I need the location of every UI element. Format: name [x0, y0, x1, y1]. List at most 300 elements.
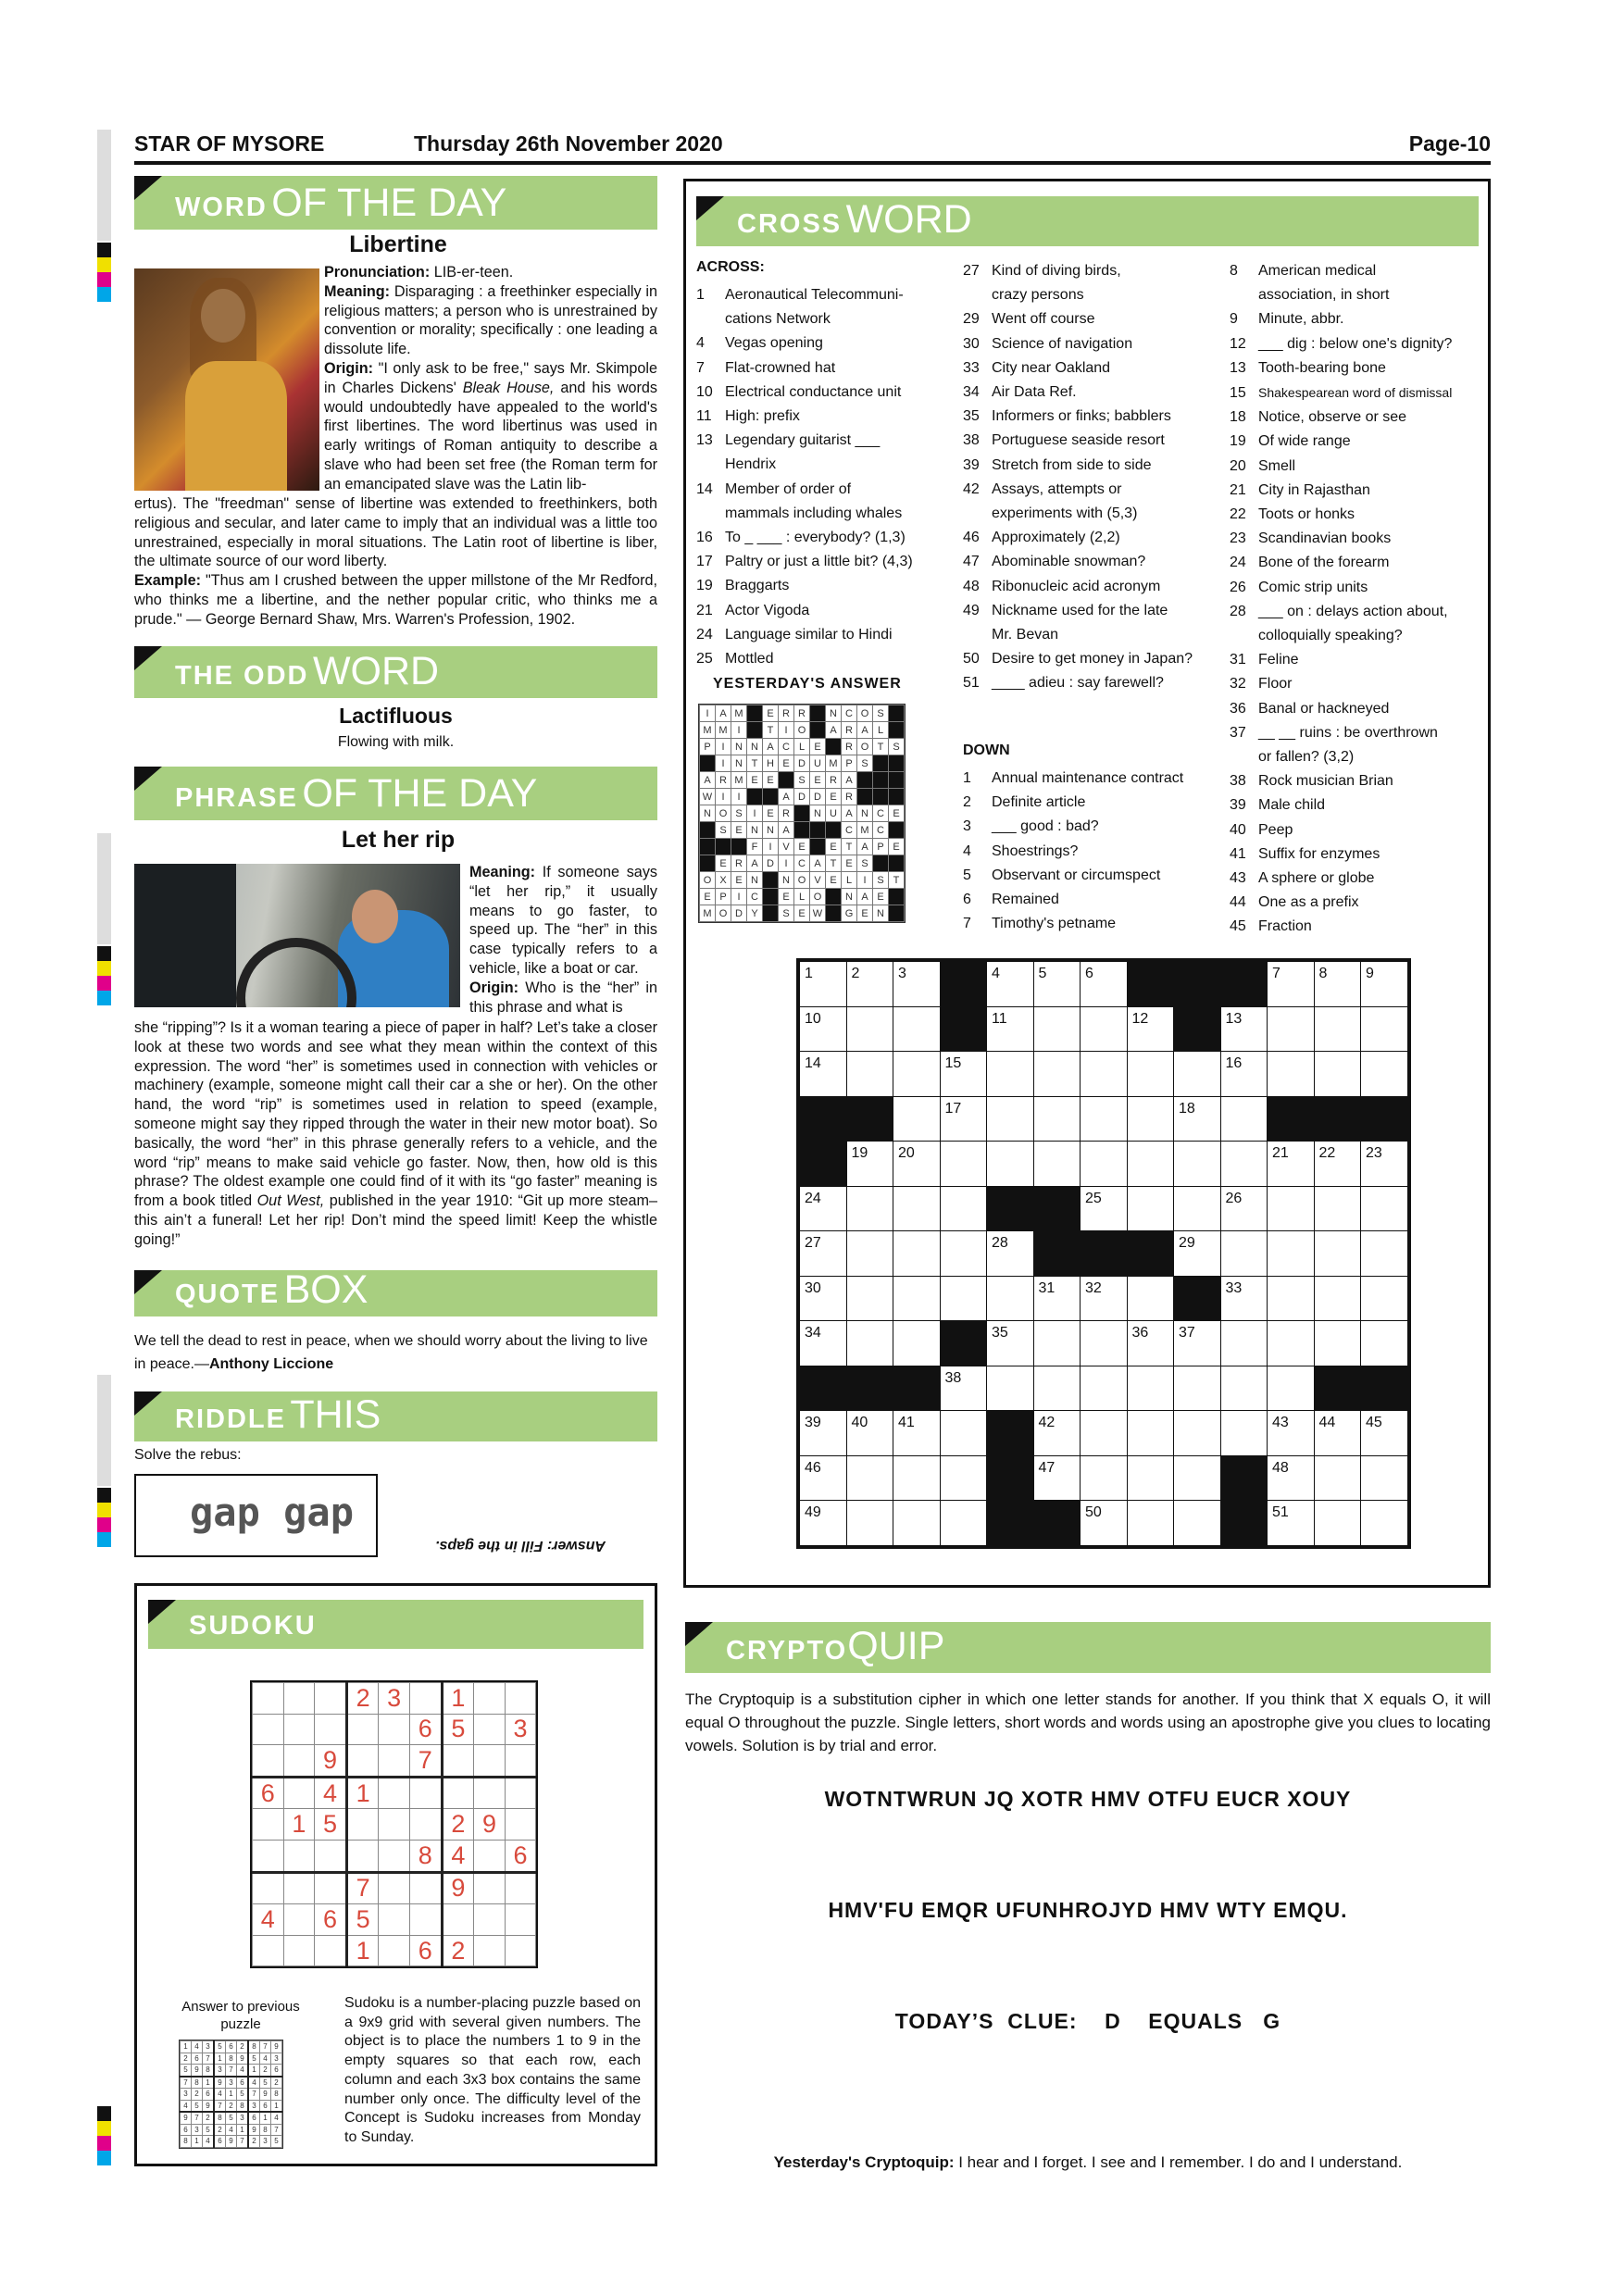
crossword-cell[interactable]	[1361, 1501, 1408, 1546]
answer-cell: E	[747, 772, 763, 789]
crossword-cell[interactable]	[1174, 1052, 1221, 1097]
sudoku-cell[interactable]	[253, 1809, 284, 1841]
crossword-cell[interactable]	[1127, 1455, 1174, 1501]
answer-cell: E	[716, 855, 731, 872]
crossword-cell[interactable]	[1361, 1321, 1408, 1366]
sudoku-cell[interactable]: 6	[409, 1714, 442, 1745]
sudoku-cell[interactable]: 8	[409, 1840, 442, 1872]
crossword-cell[interactable]	[893, 1096, 941, 1142]
sudoku-cell[interactable]	[283, 1777, 315, 1809]
crossword-cell[interactable]	[940, 1142, 987, 1187]
crossword-cell[interactable]	[1314, 1231, 1361, 1277]
sudoku-cell[interactable]	[474, 1714, 506, 1745]
sudoku-cell[interactable]: 1	[346, 1777, 379, 1809]
crossword-cell[interactable]	[1314, 1006, 1361, 1052]
crossword-cell[interactable]	[987, 1052, 1034, 1097]
crossword-cell[interactable]	[893, 1006, 941, 1052]
sudoku-cell[interactable]	[315, 1683, 347, 1715]
crossword-cell[interactable]	[1127, 1052, 1174, 1097]
crossword-cell[interactable]: 3	[893, 962, 941, 1007]
crossword-cell[interactable]	[987, 1096, 1034, 1142]
sudoku-cell[interactable]	[379, 1809, 410, 1841]
crossword-cell[interactable]	[940, 1231, 987, 1277]
answer-cell: A	[826, 722, 842, 739]
sudoku-cell[interactable]	[379, 1714, 410, 1745]
sudoku-cell[interactable]: 2	[442, 1809, 474, 1841]
crossword-cell[interactable]: 4	[987, 962, 1034, 1007]
crossword-cell[interactable]	[1081, 1052, 1128, 1097]
crossword-cell[interactable]	[1220, 1096, 1268, 1142]
crossword-cell[interactable]	[987, 1366, 1034, 1411]
sudoku-cell[interactable]: 9	[315, 1745, 347, 1778]
crossword-cell[interactable]: 12	[1127, 1006, 1174, 1052]
crossword-cell[interactable]	[1314, 1455, 1361, 1501]
sudoku-cell[interactable]: 1	[283, 1809, 315, 1841]
answer-cell	[857, 772, 873, 789]
crossword-cell[interactable]: 25	[1081, 1186, 1128, 1231]
crossword-cell[interactable]: 38	[940, 1366, 987, 1411]
answer-cell: C	[779, 739, 794, 755]
sudoku-cell[interactable]: 2	[442, 1935, 474, 1966]
sudoku-cell[interactable]: 5	[346, 1904, 379, 1936]
word-of-day-title: Libertine	[349, 231, 447, 257]
crossword-cell[interactable]: 18	[1174, 1096, 1221, 1142]
crossword-cell[interactable]	[940, 1411, 987, 1456]
answer-cell: E	[826, 872, 842, 889]
clue: 44 One as a prefix	[1230, 894, 1359, 911]
sudoku-cell[interactable]: 3	[379, 1683, 410, 1715]
sudoku-cell[interactable]: 1	[442, 1683, 474, 1715]
sudoku-cell[interactable]	[379, 1745, 410, 1778]
crossword-cell[interactable]	[1361, 1006, 1408, 1052]
phrase-of-the-day-banner: PHRASE OF THE DAY	[134, 767, 657, 820]
sudoku-cell[interactable]	[283, 1904, 315, 1936]
crossword-cell[interactable]	[1174, 1142, 1221, 1187]
crossword-cell[interactable]	[1314, 1276, 1361, 1321]
answer-cell: I	[779, 855, 794, 872]
clue: 39 Stretch from side to side	[963, 456, 1152, 473]
sudoku-cell[interactable]: 6	[315, 1904, 347, 1936]
sudoku-answer-cell: 9	[192, 2065, 203, 2077]
sudoku-cell[interactable]	[474, 1872, 506, 1904]
answer-cell: R	[842, 739, 857, 755]
crossword-cell[interactable]	[893, 1321, 941, 1366]
crossword-cell[interactable]: 33	[1220, 1276, 1268, 1321]
crossword-cell[interactable]: 41	[893, 1411, 941, 1456]
crossword-cell[interactable]	[1033, 1096, 1081, 1142]
crossword-cell[interactable]	[1033, 1006, 1081, 1052]
print-margin-strip	[97, 130, 111, 241]
clue: 49 Nickname used for the late	[963, 602, 1168, 618]
answer-cell	[873, 855, 889, 872]
crossword-cell[interactable]	[1314, 1052, 1361, 1097]
sudoku-answer-cell: 1	[214, 2053, 226, 2065]
page-number: Page-10	[1408, 131, 1491, 156]
sudoku-cell[interactable]	[442, 1745, 474, 1778]
crossword-cell[interactable]	[1081, 1455, 1128, 1501]
sudoku-cell[interactable]: 9	[442, 1872, 474, 1904]
crossword-cell[interactable]: 5	[1033, 962, 1081, 1007]
sudoku-cell[interactable]	[253, 1745, 284, 1778]
answer-cell	[700, 822, 716, 839]
crossword-cell[interactable]	[1314, 1186, 1361, 1231]
crossword-cell[interactable]: 1	[800, 962, 847, 1007]
crossword-cell[interactable]	[1081, 1096, 1128, 1142]
crossword-cell[interactable]: 30	[800, 1276, 847, 1321]
answer-cell	[889, 755, 905, 772]
crossword-cell[interactable]: 20	[893, 1142, 941, 1187]
sudoku-answer-cell: 3	[214, 2065, 226, 2077]
crossword-cell[interactable]	[1220, 1231, 1268, 1277]
answer-cell	[826, 905, 842, 922]
sudoku-cell[interactable]: 7	[409, 1745, 442, 1778]
sudoku-cell[interactable]	[379, 1872, 410, 1904]
crossword-cell[interactable]	[1220, 1321, 1268, 1366]
crossword-cell[interactable]	[1127, 1096, 1174, 1142]
crossword-cell[interactable]	[940, 1276, 987, 1321]
crossword-cell[interactable]	[1268, 1231, 1315, 1277]
cryptoquip-line-1: WOTNTWRUN JQ XOTR HMV OTFU EUCR XOUY	[824, 1787, 1352, 1811]
sudoku-cell[interactable]	[346, 1714, 379, 1745]
sudoku-cell[interactable]	[253, 1840, 284, 1872]
crossword-block	[1127, 962, 1174, 1007]
crossword-cell[interactable]	[1361, 1052, 1408, 1097]
sudoku-cell[interactable]	[283, 1683, 315, 1715]
crossword-cell[interactable]	[1127, 1186, 1174, 1231]
sudoku-cell[interactable]	[346, 1745, 379, 1778]
sudoku-cell[interactable]	[409, 1777, 442, 1809]
print-margin-strip	[97, 833, 111, 944]
answer-cell: V	[810, 872, 826, 889]
crossword-cell[interactable]	[1081, 1411, 1128, 1456]
crossword-cell[interactable]	[1361, 1186, 1408, 1231]
sudoku-cell[interactable]	[346, 1809, 379, 1841]
crossword-cell[interactable]	[1081, 1006, 1128, 1052]
answer-cell: N	[747, 872, 763, 889]
crossword-cell[interactable]	[1081, 1142, 1128, 1187]
answer-cell	[889, 889, 905, 905]
sudoku-cell[interactable]	[505, 1777, 536, 1809]
sudoku-cell[interactable]	[379, 1840, 410, 1872]
sudoku-cell[interactable]: 6	[253, 1777, 284, 1809]
sudoku-cell[interactable]: 7	[346, 1872, 379, 1904]
sudoku-cell[interactable]	[474, 1683, 506, 1715]
sudoku-cell[interactable]	[505, 1745, 536, 1778]
answer-cell: S	[857, 755, 873, 772]
crossword-cell[interactable]	[846, 1231, 893, 1277]
crossword-cell[interactable]	[1033, 1366, 1081, 1411]
sudoku-cell[interactable]	[409, 1904, 442, 1936]
sudoku-cell[interactable]	[283, 1872, 315, 1904]
crossword-cell[interactable]	[846, 1052, 893, 1097]
sudoku-answer-cell: 8	[237, 2100, 249, 2112]
answer-cell: S	[794, 772, 810, 789]
crossword-cell[interactable]	[1314, 1321, 1361, 1366]
crossword-cell[interactable]	[1081, 1321, 1128, 1366]
crossword-block	[1361, 1366, 1408, 1411]
crossword-block	[940, 1006, 987, 1052]
crossword-cell[interactable]: 14	[800, 1052, 847, 1097]
sudoku-cell[interactable]	[315, 1872, 347, 1904]
crossword-cell[interactable]: 8	[1314, 962, 1361, 1007]
sudoku-cell[interactable]	[283, 1714, 315, 1745]
crossword-cell[interactable]: 51	[1268, 1501, 1315, 1546]
crossword-cell[interactable]: 23	[1361, 1142, 1408, 1187]
sudoku-cell[interactable]	[409, 1872, 442, 1904]
answer-cell: N	[842, 889, 857, 905]
crossword-cell[interactable]: 48	[1268, 1455, 1315, 1501]
crossword-cell[interactable]	[846, 1006, 893, 1052]
sudoku-cell[interactable]	[474, 1777, 506, 1809]
crossword-cell[interactable]: 40	[846, 1411, 893, 1456]
sudoku-answer-cell: 9	[248, 2124, 260, 2136]
crossword-cell[interactable]	[846, 1321, 893, 1366]
answer-cell: I	[700, 705, 716, 722]
answer-cell: I	[747, 805, 763, 822]
crossword-cell[interactable]: 7	[1268, 962, 1315, 1007]
crossword-cell[interactable]	[1033, 1142, 1081, 1187]
answer-cell	[889, 905, 905, 922]
answer-cell: E	[763, 705, 779, 722]
crossword-cell[interactable]	[893, 1186, 941, 1231]
sudoku-answer-cell: 1	[260, 2112, 271, 2124]
answer-cell	[747, 789, 763, 805]
crossword-cell[interactable]	[1268, 1052, 1315, 1097]
crossword-cell[interactable]: 44	[1314, 1411, 1361, 1456]
crossword-cell[interactable]	[1127, 1501, 1174, 1546]
crossword-cell[interactable]: 13	[1220, 1006, 1268, 1052]
answer-cell	[889, 705, 905, 722]
crossword-cell[interactable]: 42	[1033, 1411, 1081, 1456]
sudoku-answer-cell: 7	[237, 2136, 249, 2148]
crossword-cell[interactable]	[1127, 1366, 1174, 1411]
crossword-cell[interactable]	[1033, 1052, 1081, 1097]
answer-cell: I	[731, 889, 747, 905]
clue: 10 Electrical conductance unit	[696, 383, 902, 400]
sudoku-cell[interactable]	[409, 1683, 442, 1715]
sudoku-cell[interactable]	[474, 1840, 506, 1872]
crossword-cell[interactable]	[893, 1231, 941, 1277]
sudoku-cell[interactable]	[409, 1809, 442, 1841]
crossword-cell[interactable]: 37	[1174, 1321, 1221, 1366]
sudoku-cell[interactable]: 6	[505, 1840, 536, 1872]
sudoku-cell[interactable]: 1	[346, 1935, 379, 1966]
crossword-cell[interactable]: 46	[800, 1455, 847, 1501]
sudoku-cell[interactable]	[379, 1777, 410, 1809]
crossword-cell[interactable]	[1127, 1142, 1174, 1187]
sudoku-cell[interactable]	[253, 1935, 284, 1966]
answer-cell: D	[763, 855, 779, 872]
sudoku-cell[interactable]	[253, 1714, 284, 1745]
sudoku-answer-cell: 4	[237, 2065, 249, 2077]
sudoku-cell[interactable]: 4	[315, 1777, 347, 1809]
crossword-cell[interactable]: 29	[1174, 1231, 1221, 1277]
crossword-cell[interactable]	[1268, 1276, 1315, 1321]
answer-cell	[810, 822, 826, 839]
answer-cell: E	[763, 772, 779, 789]
crossword-cell[interactable]: 47	[1033, 1455, 1081, 1501]
crossword-cell[interactable]	[1174, 1411, 1221, 1456]
crossword-cell[interactable]	[1220, 1366, 1268, 1411]
crossword-cell[interactable]	[1081, 1366, 1128, 1411]
crossword-cell[interactable]: 24	[800, 1186, 847, 1231]
crossword-cell[interactable]: 11	[987, 1006, 1034, 1052]
crossword-cell[interactable]	[1174, 1455, 1221, 1501]
sudoku-answer-cell: 5	[237, 2089, 249, 2101]
crossword-cell[interactable]	[940, 1501, 987, 1546]
answer-cell: T	[873, 739, 889, 755]
clue: 48 Ribonucleic acid acronym	[963, 578, 1161, 594]
sudoku-cell[interactable]	[283, 1935, 315, 1966]
crossword-cell[interactable]: 32	[1081, 1276, 1128, 1321]
crossword-cell[interactable]: 17	[940, 1096, 987, 1142]
crossword-cell[interactable]: 6	[1081, 962, 1128, 1007]
crossword-cell[interactable]: 45	[1361, 1411, 1408, 1456]
answer-cell	[826, 822, 842, 839]
sudoku-cell[interactable]	[505, 1683, 536, 1715]
sudoku-cell[interactable]	[283, 1745, 315, 1778]
crossword-block	[1127, 1231, 1174, 1277]
crossword-cell[interactable]	[1127, 1411, 1174, 1456]
sudoku-cell[interactable]: 2	[346, 1683, 379, 1715]
clue: 37 __ __ ruins : be overthrown	[1230, 724, 1438, 741]
sudoku-cell[interactable]	[253, 1683, 284, 1715]
crossword-cell[interactable]	[846, 1455, 893, 1501]
crossword-cell[interactable]	[940, 1455, 987, 1501]
crossword-cell[interactable]: 10	[800, 1006, 847, 1052]
answer-cell: E	[810, 739, 826, 755]
answer-cell: P	[873, 839, 889, 855]
crossword-cell[interactable]	[1361, 1231, 1408, 1277]
crossword-cell[interactable]: 28	[987, 1231, 1034, 1277]
sudoku-cell[interactable]	[283, 1840, 315, 1872]
sudoku-cell[interactable]	[315, 1714, 347, 1745]
crossword-cell[interactable]	[1361, 1455, 1408, 1501]
sudoku-cell[interactable]: 6	[409, 1935, 442, 1966]
crossword-cell[interactable]	[846, 1276, 893, 1321]
crossword-cell[interactable]: 26	[1220, 1186, 1268, 1231]
crossword-cell[interactable]	[846, 1186, 893, 1231]
crossword-cell[interactable]	[893, 1276, 941, 1321]
answer-cell: I	[731, 722, 747, 739]
crossword-cell[interactable]: 35	[987, 1321, 1034, 1366]
crossword-cell[interactable]: 50	[1081, 1501, 1128, 1546]
answer-cell	[731, 839, 747, 855]
crossword-cell[interactable]	[1033, 1321, 1081, 1366]
crossword-cell[interactable]: 27	[800, 1231, 847, 1277]
crossword-cell[interactable]	[1127, 1276, 1174, 1321]
answer-cell: O	[810, 889, 826, 905]
crossword-cell[interactable]	[893, 1455, 941, 1501]
sudoku-cell[interactable]	[505, 1935, 536, 1966]
sudoku-answer-cell: 5	[214, 2041, 226, 2053]
answer-cell	[826, 739, 842, 755]
sudoku-cell[interactable]	[346, 1840, 379, 1872]
crossword-cell[interactable]: 19	[846, 1142, 893, 1187]
crossword-cell[interactable]	[1268, 1321, 1315, 1366]
sudoku-cell[interactable]	[505, 1809, 536, 1841]
color-registration-marks	[97, 243, 111, 304]
sudoku-cell[interactable]	[474, 1904, 506, 1936]
color-registration-marks	[97, 946, 111, 1007]
crossword-cell[interactable]	[1361, 1276, 1408, 1321]
crossword-cell[interactable]: 31	[1033, 1276, 1081, 1321]
answer-cell: S	[731, 805, 747, 822]
crossword-cell[interactable]	[1174, 1366, 1221, 1411]
crossword-cell[interactable]: 15	[940, 1052, 987, 1097]
sudoku-cell[interactable]	[442, 1777, 474, 1809]
sudoku-answer-cell: 3	[248, 2100, 260, 2112]
clue: 25 Mottled	[696, 651, 774, 668]
sudoku-cell[interactable]: 4	[253, 1904, 284, 1936]
crossword-cell[interactable]	[1220, 1411, 1268, 1456]
crossword-cell[interactable]	[940, 1186, 987, 1231]
across-clues-column-1	[696, 283, 913, 671]
crossword-cell[interactable]: 43	[1268, 1411, 1315, 1456]
crossword-cell[interactable]	[1220, 1142, 1268, 1187]
sudoku-cell[interactable]	[474, 1745, 506, 1778]
sudoku-cell[interactable]	[379, 1904, 410, 1936]
sudoku-cell[interactable]	[315, 1840, 347, 1872]
crossword-cell[interactable]	[1174, 1186, 1221, 1231]
down-heading: DOWN	[963, 742, 1010, 758]
crossword-cell[interactable]	[987, 1276, 1034, 1321]
riddle-answer-upside-down: Answer: Fill in the gaps.	[435, 1538, 606, 1554]
sudoku-cell[interactable]: 3	[505, 1714, 536, 1745]
crossword-cell[interactable]: 9	[1361, 962, 1408, 1007]
clue: 17 Paltry or just a little bit? (4,3)	[696, 554, 913, 570]
sudoku-cell[interactable]: 5	[315, 1809, 347, 1841]
clue: 47 Abominable snowman?	[963, 554, 1146, 570]
sudoku-answer-cell: 7	[203, 2053, 215, 2065]
crossword-cell[interactable]	[893, 1501, 941, 1546]
crossword-cell[interactable]	[1268, 1186, 1315, 1231]
riddle-prompt: Solve the rebus:	[134, 1447, 242, 1463]
crossword-cell[interactable]: 49	[800, 1501, 847, 1546]
crossword-cell[interactable]: 36	[1127, 1321, 1174, 1366]
sudoku-cell[interactable]: 4	[442, 1840, 474, 1872]
crossword-cell[interactable]	[1268, 1006, 1315, 1052]
crossword-cell[interactable]: 22	[1314, 1142, 1361, 1187]
sudoku-cell[interactable]: 9	[474, 1809, 506, 1841]
sudoku-cell[interactable]	[379, 1935, 410, 1966]
sudoku-cell[interactable]	[505, 1872, 536, 1904]
sudoku-cell[interactable]	[442, 1904, 474, 1936]
crossword-cell[interactable]: 34	[800, 1321, 847, 1366]
crossword-cell[interactable]	[846, 1501, 893, 1546]
sudoku-cell[interactable]	[474, 1935, 506, 1966]
crossword-cell[interactable]	[1174, 1501, 1221, 1546]
crossword-cell[interactable]	[1268, 1366, 1315, 1411]
crossword-cell[interactable]	[893, 1052, 941, 1097]
sudoku-cell[interactable]	[315, 1935, 347, 1966]
crossword-cell[interactable]: 21	[1268, 1142, 1315, 1187]
sudoku-cell[interactable]	[253, 1872, 284, 1904]
answer-cell: A	[857, 722, 873, 739]
crossword-cell[interactable]: 39	[800, 1411, 847, 1456]
sudoku-answer-cell: 3	[237, 2112, 249, 2124]
crossword-cell[interactable]: 16	[1220, 1052, 1268, 1097]
crossword-cell[interactable]: 2	[846, 962, 893, 1007]
answer-cell: C	[873, 822, 889, 839]
answer-cell: F	[747, 839, 763, 855]
crossword-cell[interactable]	[987, 1142, 1034, 1187]
crossword-block	[987, 1186, 1034, 1231]
crossword-cell[interactable]	[1314, 1501, 1361, 1546]
sudoku-cell[interactable]	[505, 1904, 536, 1936]
sudoku-cell[interactable]: 5	[442, 1714, 474, 1745]
sudoku-answer-cell: 1	[192, 2136, 203, 2148]
